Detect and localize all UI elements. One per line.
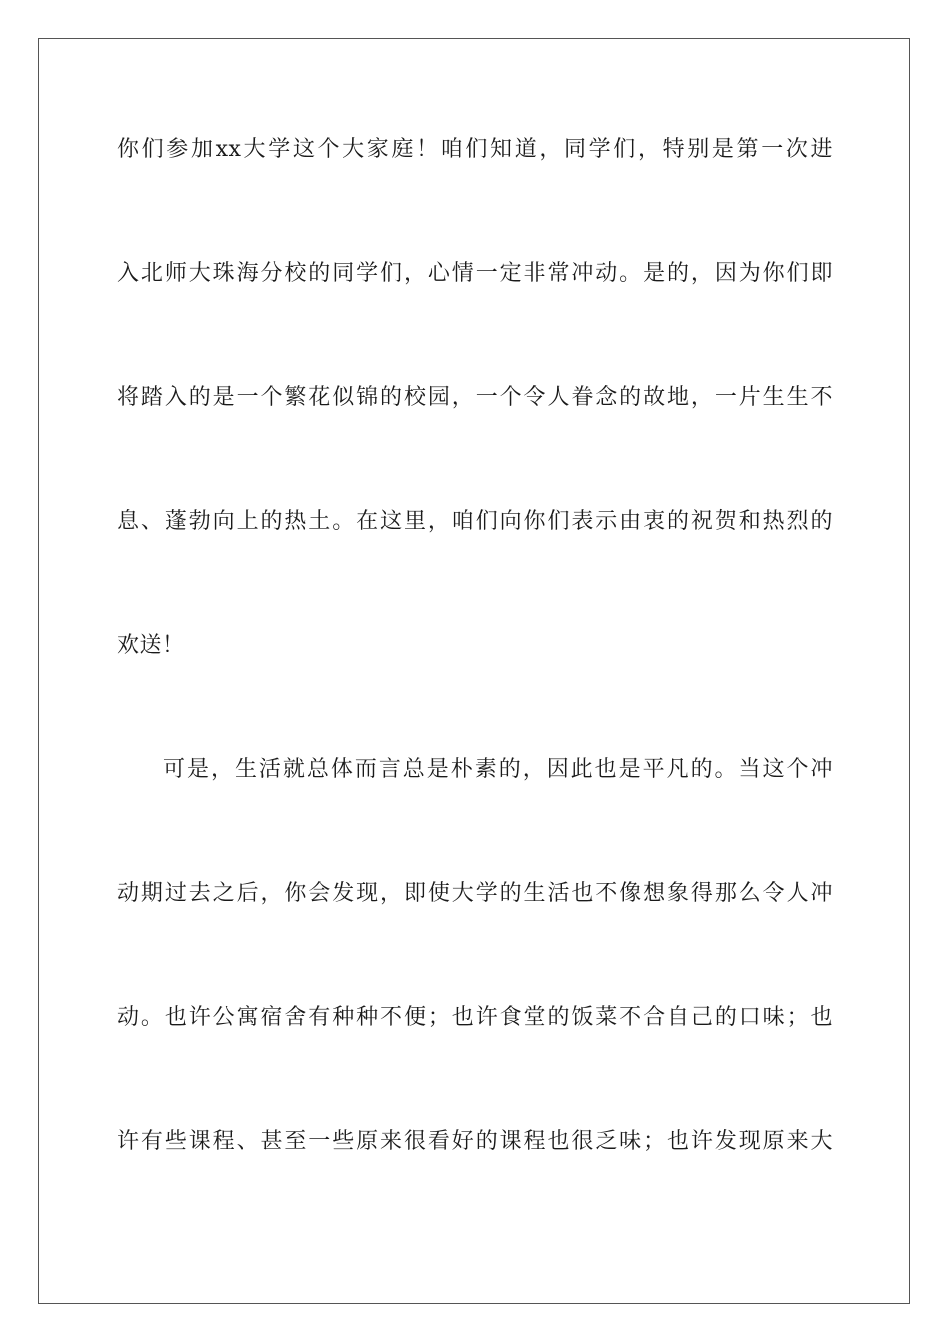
paragraph-line: 可是，生活就总体而言总是朴素的，因此也是平凡的。当这个冲 [163,757,833,782]
paragraph-line: 将踏入的是一个繁花似锦的校园，一个令人眷念的故地，一片生生不 [117,385,833,410]
paragraph-line: 你们参加xx大学这个大家庭！咱们知道，同学们，特别是第一次进 [117,137,833,162]
paragraph-line: 动。也许公寓宿舍有种种不便；也许食堂的饭菜不合自己的口味；也 [117,1005,833,1030]
paragraph-line: 欢送！ [117,633,185,658]
paragraph-line: 息、蓬勃向上的热土。在这里，咱们向你们表示由衷的祝贺和热烈的 [117,509,833,534]
paragraph-line: 许有些课程、甚至一些原来很看好的课程也很乏味；也许发现原来大 [117,1129,833,1154]
page-border [38,38,910,1304]
paragraph-line: 入北师大珠海分校的同学们，心情一定非常冲动。是的，因为你们即 [117,261,833,286]
paragraph-line: 动期过去之后，你会发现，即使大学的生活也不像想象得那么令人冲 [117,881,833,906]
